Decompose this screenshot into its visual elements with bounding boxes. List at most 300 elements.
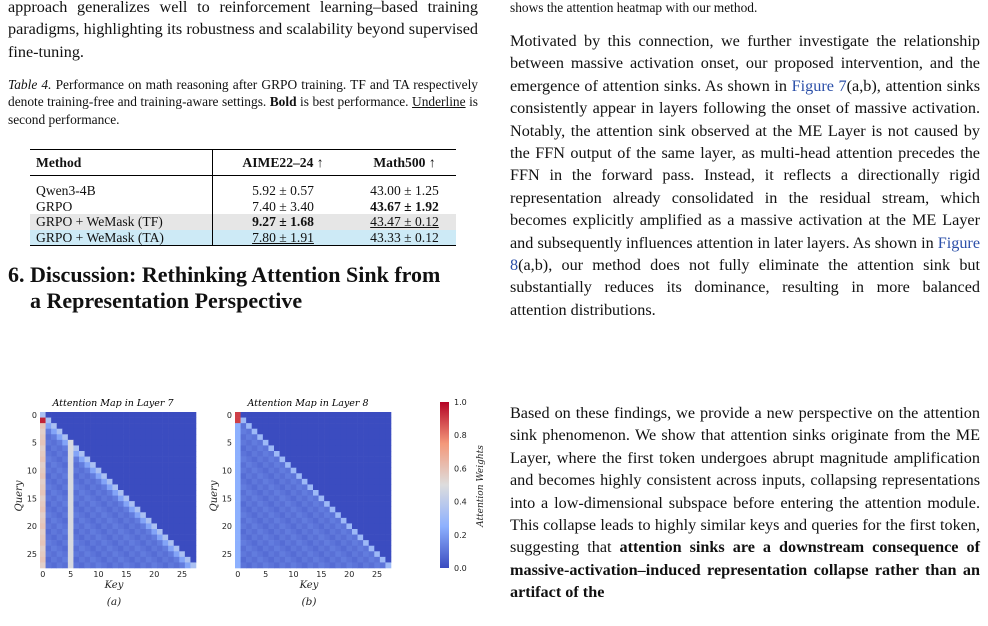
heatmap-cell bbox=[163, 523, 169, 529]
heatmap-cell bbox=[274, 484, 280, 490]
figure-8-link[interactable]: Figure 8 bbox=[510, 233, 980, 275]
heatmap-cell bbox=[252, 440, 258, 446]
heatmap-cell bbox=[107, 529, 113, 535]
heatmap-cell bbox=[363, 418, 369, 424]
heatmap-cell bbox=[85, 512, 91, 518]
heatmap-cell bbox=[363, 507, 369, 513]
heatmap-cell bbox=[151, 540, 157, 546]
heatmap-cell bbox=[302, 490, 308, 496]
discussion-paragraph-2: Based on these findings, we provide a new perspective on the attention sink phenomenon. We show that attention sinks originate from the ME Layer, where the first token undergoes abrupt magnitude amplification and becomes highly consistent across inputs, collapsing representations into a low-dimensional subspace before entering the attention module. This collapse leads to highly similar keys and queries for the first token, suggesting that attention sinks are a downstream consequence of massive-activation–induced representation collapse rather than an artifact of the bbox=[510, 404, 980, 602]
heatmap-cell bbox=[291, 490, 297, 496]
heatmap-cell bbox=[352, 512, 358, 518]
heatmap-cell bbox=[313, 429, 319, 435]
heatmap-cell bbox=[313, 412, 319, 418]
heatmap-cell bbox=[374, 523, 380, 529]
heatmap-cell bbox=[146, 473, 152, 479]
figure-7-link[interactable]: Figure 7 bbox=[791, 76, 847, 95]
heatmap-cell bbox=[352, 557, 358, 563]
heatmap-cell bbox=[185, 412, 191, 418]
heatmap-cell bbox=[85, 496, 91, 502]
heatmap-cell bbox=[135, 412, 141, 418]
panel-b-title: Attention Map in Layer 8 bbox=[247, 398, 369, 409]
heatmap-cell bbox=[107, 473, 113, 479]
heatmap-cell bbox=[330, 490, 336, 496]
heatmap-cell bbox=[146, 418, 152, 424]
heatmap-cell bbox=[346, 412, 352, 418]
heatmap-cell bbox=[385, 546, 391, 552]
heatmap-cell bbox=[101, 496, 107, 502]
heatmap-cell bbox=[241, 484, 247, 490]
heatmap-cell bbox=[185, 518, 191, 524]
col-header-math500: Math500 ↑ bbox=[373, 154, 436, 170]
heatmap-cell bbox=[73, 518, 79, 524]
heatmap-cell bbox=[313, 457, 319, 463]
heatmap-cell bbox=[346, 462, 352, 468]
y-tick-label: 20 bbox=[26, 522, 37, 532]
heatmap-cell bbox=[246, 462, 252, 468]
heatmap-cell bbox=[179, 457, 185, 463]
heatmap-cell bbox=[40, 540, 46, 546]
heatmap-cell bbox=[112, 562, 118, 568]
heatmap-cell bbox=[96, 529, 102, 535]
heatmap-cell bbox=[369, 518, 375, 524]
panel-b-label: (b) bbox=[301, 596, 317, 608]
heatmap-cell bbox=[324, 473, 330, 479]
heatmap-cell bbox=[319, 529, 325, 535]
heatmap-cell bbox=[330, 429, 336, 435]
heatmap-cell bbox=[302, 484, 308, 490]
heatmap-cell bbox=[57, 440, 63, 446]
heatmap-cell bbox=[174, 429, 180, 435]
heatmap-cell bbox=[280, 434, 286, 440]
heatmap-cell bbox=[352, 429, 358, 435]
heatmap-cell bbox=[358, 529, 364, 535]
heatmap-cell bbox=[346, 551, 352, 557]
heatmap-cell bbox=[341, 507, 347, 513]
heatmap-cell bbox=[62, 507, 68, 513]
heatmap-cell bbox=[268, 507, 274, 513]
heatmap-cell bbox=[302, 551, 308, 557]
heatmap-cell bbox=[124, 462, 130, 468]
heatmap-cell bbox=[174, 562, 180, 568]
heatmap-cell bbox=[135, 540, 141, 546]
heatmap-cell bbox=[246, 551, 252, 557]
heatmap-cell bbox=[151, 429, 157, 435]
heatmap-cell bbox=[163, 501, 169, 507]
heatmap-cell bbox=[369, 529, 375, 535]
heatmap-cell bbox=[280, 445, 286, 451]
heatmap-cell bbox=[263, 434, 269, 440]
heatmap-cell bbox=[235, 451, 241, 457]
heatmap-cell bbox=[168, 507, 174, 513]
colorbar-tick-label: 0.2 bbox=[454, 530, 467, 540]
heatmap-cell bbox=[285, 462, 291, 468]
heatmap-cell bbox=[352, 412, 358, 418]
heatmap-cell bbox=[112, 484, 118, 490]
heatmap-cell bbox=[319, 445, 325, 451]
heatmap-cell bbox=[380, 562, 386, 568]
heatmap-cell bbox=[291, 457, 297, 463]
heatmap-cell bbox=[118, 557, 124, 563]
heatmap-cell bbox=[157, 440, 163, 446]
heatmap-cell bbox=[190, 535, 196, 541]
y-tick-label: 25 bbox=[26, 550, 37, 560]
heatmap-cell bbox=[307, 535, 313, 541]
heatmap-cell bbox=[62, 518, 68, 524]
heatmap-cell bbox=[118, 540, 124, 546]
heatmap-cell bbox=[358, 451, 364, 457]
heatmap-cell bbox=[73, 473, 79, 479]
heatmap-cell bbox=[274, 473, 280, 479]
heatmap-cell bbox=[73, 412, 79, 418]
heatmap-cell bbox=[291, 473, 297, 479]
x-tick-label: 5 bbox=[68, 570, 74, 579]
heatmap-cell bbox=[163, 451, 169, 457]
heatmap-cell bbox=[346, 451, 352, 457]
heatmap-cell bbox=[51, 512, 57, 518]
heatmap-cell bbox=[62, 490, 68, 496]
heatmap-cell bbox=[241, 529, 247, 535]
heatmap-cell bbox=[124, 457, 130, 463]
heatmap-cell bbox=[280, 429, 286, 435]
heatmap-cell bbox=[51, 540, 57, 546]
heatmap-cell bbox=[40, 496, 46, 502]
heatmap-cell bbox=[179, 484, 185, 490]
heatmap-cell bbox=[101, 551, 107, 557]
heatmap-cell bbox=[73, 535, 79, 541]
heatmap-cell bbox=[374, 496, 380, 502]
heatmap-cell bbox=[124, 540, 130, 546]
heatmap-cell bbox=[112, 457, 118, 463]
heatmap-cell bbox=[135, 445, 141, 451]
heatmap-cell bbox=[296, 501, 302, 507]
heatmap-cell bbox=[129, 457, 135, 463]
panel-b-xlabel: Key bbox=[299, 580, 319, 591]
heatmap-cell bbox=[374, 557, 380, 563]
heatmap-cell bbox=[263, 512, 269, 518]
heatmap-cell bbox=[90, 529, 96, 535]
heatmap-cell bbox=[285, 540, 291, 546]
heatmap-cell bbox=[151, 468, 157, 474]
heatmap-cell bbox=[85, 535, 91, 541]
heatmap-cell bbox=[140, 507, 146, 513]
heatmap-cell bbox=[129, 523, 135, 529]
heatmap-cell bbox=[324, 501, 330, 507]
heatmap-cell bbox=[96, 457, 102, 463]
heatmap-cell bbox=[112, 462, 118, 468]
heatmap-cell bbox=[246, 518, 252, 524]
heatmap-cell bbox=[151, 562, 157, 568]
heatmap-cell bbox=[268, 434, 274, 440]
heatmap-cell bbox=[40, 468, 46, 474]
heatmap-cell bbox=[285, 562, 291, 568]
heatmap-cell bbox=[341, 457, 347, 463]
heatmap-cell bbox=[168, 529, 174, 535]
heatmap-cell bbox=[246, 412, 252, 418]
heatmap-cell bbox=[68, 462, 74, 468]
heatmap-cell bbox=[140, 412, 146, 418]
heatmap-cell bbox=[151, 473, 157, 479]
heatmap-cell bbox=[190, 429, 196, 435]
heatmap-cell bbox=[140, 523, 146, 529]
heatmap-cell bbox=[174, 451, 180, 457]
heatmap-cell bbox=[135, 501, 141, 507]
heatmap-cell bbox=[46, 512, 52, 518]
heatmap-cell bbox=[302, 479, 308, 485]
heatmap-cell bbox=[190, 562, 196, 568]
heatmap-cell bbox=[374, 423, 380, 429]
heatmap-cell bbox=[302, 451, 308, 457]
heatmap-cell bbox=[319, 434, 325, 440]
heatmap-cell bbox=[346, 496, 352, 502]
heatmap-cell bbox=[268, 535, 274, 541]
heatmap-cell bbox=[374, 529, 380, 535]
heatmap-cell bbox=[235, 540, 241, 546]
heatmap-cell bbox=[341, 496, 347, 502]
heatmap-cell bbox=[246, 490, 252, 496]
heatmap-cell bbox=[140, 501, 146, 507]
heatmap-cell bbox=[330, 535, 336, 541]
heatmap-cell bbox=[179, 479, 185, 485]
heatmap-cell bbox=[90, 445, 96, 451]
heatmap-cell bbox=[129, 546, 135, 552]
heatmap-cell bbox=[51, 484, 57, 490]
heatmap-cell bbox=[257, 445, 263, 451]
heatmap-cell bbox=[168, 473, 174, 479]
heatmap-cell bbox=[135, 484, 141, 490]
heatmap-cell bbox=[241, 518, 247, 524]
heatmap-cell bbox=[73, 496, 79, 502]
heatmap-cell bbox=[157, 457, 163, 463]
heatmap-cell bbox=[313, 468, 319, 474]
heatmap-cell bbox=[307, 445, 313, 451]
heatmap-cell bbox=[146, 523, 152, 529]
heatmap-cell bbox=[235, 546, 241, 552]
heatmap-cell bbox=[96, 523, 102, 529]
heatmap-cell bbox=[235, 457, 241, 463]
heatmap-cell bbox=[46, 535, 52, 541]
heatmap-cell bbox=[168, 429, 174, 435]
heatmap-cell bbox=[101, 523, 107, 529]
heatmap-cell bbox=[369, 512, 375, 518]
heatmap-cell bbox=[285, 557, 291, 563]
heatmap-cell bbox=[285, 551, 291, 557]
heatmap-cell bbox=[341, 445, 347, 451]
heatmap-cell bbox=[151, 412, 157, 418]
heatmap-cell bbox=[263, 468, 269, 474]
heatmap-cell bbox=[79, 468, 85, 474]
heatmap-cell bbox=[73, 462, 79, 468]
heatmap-cell bbox=[252, 462, 258, 468]
heatmap-cell bbox=[79, 507, 85, 513]
heatmap-cell bbox=[374, 484, 380, 490]
heatmap-cell bbox=[307, 557, 313, 563]
heatmap-cell bbox=[280, 451, 286, 457]
heatmap-cell bbox=[280, 529, 286, 535]
heatmap-cell bbox=[252, 546, 258, 552]
heatmap-cell bbox=[112, 523, 118, 529]
heatmap-cell bbox=[302, 546, 308, 552]
heatmap-cell bbox=[73, 540, 79, 546]
heatmap-cell bbox=[263, 546, 269, 552]
heatmap-cell bbox=[73, 468, 79, 474]
heatmap-cell bbox=[280, 496, 286, 502]
heatmap-cell bbox=[346, 535, 352, 541]
heatmap-cell bbox=[174, 535, 180, 541]
heatmap-cell bbox=[118, 423, 124, 429]
heatmap-cell bbox=[257, 518, 263, 524]
heatmap-cell bbox=[112, 518, 118, 524]
heatmap-cell bbox=[190, 523, 196, 529]
heatmap-cell bbox=[85, 546, 91, 552]
heatmap-cell bbox=[274, 551, 280, 557]
heatmap-cell bbox=[73, 507, 79, 513]
heatmap-cell bbox=[380, 523, 386, 529]
heatmap-cell bbox=[174, 557, 180, 563]
heatmap-cell bbox=[296, 451, 302, 457]
heatmap-cell bbox=[274, 412, 280, 418]
heatmap-cell bbox=[280, 462, 286, 468]
heatmap-cell bbox=[369, 523, 375, 529]
heatmap-cell bbox=[73, 423, 79, 429]
colorbar-tick-label: 0.8 bbox=[454, 431, 467, 441]
heatmap-cell bbox=[179, 434, 185, 440]
heatmap-cell bbox=[146, 429, 152, 435]
heatmap-cell bbox=[157, 496, 163, 502]
heatmap-cell bbox=[252, 423, 258, 429]
heatmap-cell bbox=[135, 418, 141, 424]
heatmap-cell bbox=[51, 462, 57, 468]
heatmap-cell bbox=[112, 451, 118, 457]
heatmap-cell bbox=[296, 557, 302, 563]
heatmap-cell bbox=[129, 462, 135, 468]
heatmap-cell bbox=[51, 501, 57, 507]
heatmap-cell bbox=[62, 562, 68, 568]
heatmap-cell bbox=[62, 468, 68, 474]
heatmap-cell bbox=[369, 468, 375, 474]
heatmap-cell bbox=[174, 507, 180, 513]
heatmap-cell bbox=[257, 418, 263, 424]
heatmap-cell bbox=[358, 535, 364, 541]
heatmap-cell bbox=[335, 429, 341, 435]
heatmap-cell bbox=[291, 462, 297, 468]
heatmap-cell bbox=[112, 418, 118, 424]
heatmap-cell bbox=[380, 496, 386, 502]
heatmap-cell bbox=[124, 562, 130, 568]
heatmap-cell bbox=[280, 501, 286, 507]
heatmap-cell bbox=[57, 518, 63, 524]
heatmap-cell bbox=[68, 423, 74, 429]
heatmap-cell bbox=[101, 529, 107, 535]
colorbar-tick-label: 0.0 bbox=[454, 564, 467, 573]
heatmap-cell bbox=[302, 540, 308, 546]
heatmap-cell bbox=[296, 490, 302, 496]
heatmap-cell bbox=[257, 429, 263, 435]
heatmap-cell bbox=[179, 562, 185, 568]
heatmap-cell bbox=[274, 440, 280, 446]
heatmap-cell bbox=[374, 473, 380, 479]
heatmap-cell bbox=[101, 412, 107, 418]
heatmap-cell bbox=[151, 490, 157, 496]
heatmap-cell bbox=[335, 496, 341, 502]
heatmap-cell bbox=[96, 440, 102, 446]
heatmap-cell bbox=[90, 551, 96, 557]
heatmap-cell bbox=[185, 551, 191, 557]
heatmap-cell bbox=[235, 535, 241, 541]
panel-a-label: (a) bbox=[106, 596, 122, 608]
heatmap-cell bbox=[352, 479, 358, 485]
heatmap-cell bbox=[341, 546, 347, 552]
heatmap-cell bbox=[168, 546, 174, 552]
heatmap-cell bbox=[257, 484, 263, 490]
heatmap-cell bbox=[291, 451, 297, 457]
heatmap-cell bbox=[185, 457, 191, 463]
heatmap-cell bbox=[280, 512, 286, 518]
heatmap-cell bbox=[107, 557, 113, 563]
heatmap-cell bbox=[101, 462, 107, 468]
heatmap-cell bbox=[179, 540, 185, 546]
heatmap-cell bbox=[140, 546, 146, 552]
heatmap-cell bbox=[62, 445, 68, 451]
heatmap-cell bbox=[135, 546, 141, 552]
heatmap-cell bbox=[40, 501, 46, 507]
heatmap-cell bbox=[140, 529, 146, 535]
heatmap-cell bbox=[90, 429, 96, 435]
heatmap-cell bbox=[346, 490, 352, 496]
heatmap-cell bbox=[280, 479, 286, 485]
heatmap-cell bbox=[369, 535, 375, 541]
heatmap-cell bbox=[112, 557, 118, 563]
heatmap-cell bbox=[190, 529, 196, 535]
heatmap-cell bbox=[280, 473, 286, 479]
heatmap-cell bbox=[85, 429, 91, 435]
heatmap-cell bbox=[374, 507, 380, 513]
heatmap-cell bbox=[369, 473, 375, 479]
heatmap-cell bbox=[96, 479, 102, 485]
heatmap-cell bbox=[146, 518, 152, 524]
heatmap-cell bbox=[112, 540, 118, 546]
heatmap-cell bbox=[163, 468, 169, 474]
heatmap-cell bbox=[101, 562, 107, 568]
heatmap-cell bbox=[257, 490, 263, 496]
heatmap-cell bbox=[146, 535, 152, 541]
heatmap-cell bbox=[268, 546, 274, 552]
heatmap-cell bbox=[363, 434, 369, 440]
heatmap-cell bbox=[96, 551, 102, 557]
intro-paragraph: approach generalizes well to reinforcement learning–based training paradigms, highlighting its robustness and scalability beyond supervised fine-tuning. bbox=[8, 0, 478, 61]
heatmap-cell bbox=[313, 551, 319, 557]
heatmap-cell bbox=[296, 457, 302, 463]
heatmap-cell bbox=[179, 529, 185, 535]
heatmap-cell bbox=[324, 429, 330, 435]
heatmap-cell bbox=[252, 451, 258, 457]
heatmap-cell bbox=[62, 423, 68, 429]
heatmap-cell bbox=[140, 484, 146, 490]
heatmap-cell bbox=[168, 479, 174, 485]
heatmap-cell bbox=[268, 473, 274, 479]
heatmap-cell bbox=[374, 512, 380, 518]
heatmap-cell bbox=[352, 418, 358, 424]
heatmap-cell bbox=[68, 451, 74, 457]
heatmap-cell bbox=[330, 562, 336, 568]
heatmap-cell bbox=[107, 445, 113, 451]
x-tick-label: 0 bbox=[40, 570, 46, 579]
heatmap-cell bbox=[140, 540, 146, 546]
heatmap-cell bbox=[307, 546, 313, 552]
heatmap-cell bbox=[274, 501, 280, 507]
heatmap-cell bbox=[363, 529, 369, 535]
heatmap-cell bbox=[96, 473, 102, 479]
